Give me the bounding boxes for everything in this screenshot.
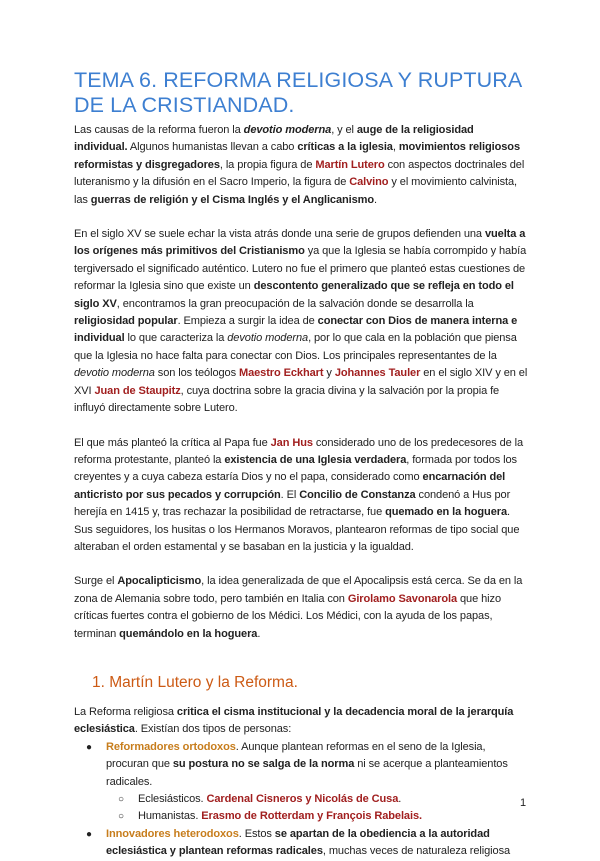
bold-term: existencia de una Iglesia verdadera [224,453,407,466]
text: . El [280,488,300,501]
bold-italic-term: devotio moderna [243,124,332,136]
bold-term: su postura no se salga de la norma [172,758,355,771]
text: . [257,627,261,640]
bullet-list [74,739,530,861]
text: , por lo que cala en la población que piensa que la Iglesia no hace falta para conectar con Dios. Los principales representantes de la [74,332,517,362]
text: . Existían dos tipos de personas: [134,723,292,736]
italic-term: devotio moderna [227,332,309,345]
document-page [74,68,530,861]
list-item-orthodox [74,739,530,826]
bold-term: Concilio de Constanza [299,488,416,501]
text: , la idea generalizada de que el Apocalipsis está cerca. Se da en la zona de Alemania sobre todo, pero también en Italia con [74,575,523,605]
text: . Estos [238,827,275,840]
highlight-name: Erasmo de Rotterdam y François Rabelais. [201,810,422,823]
bold-term: movimientos religiosos reformistas y disgregadores [74,141,521,171]
paragraph-jan-hus [74,435,530,522]
italic-term: devotio moderna [74,367,155,380]
bold-term: religiosidad popular [74,315,178,328]
highlight-name: Johannes Tauler [334,367,421,380]
paragraph-followers: Sus seguidores, los husitas o los Hermanos Moravos, plantearon reformas de tipo social que alteraban el orden estamental y se basaban en la justicia y la igualdad. [74,523,520,553]
highlight-name: Martín Lutero [315,158,385,171]
text: El que más planteó la crítica al Papa fue [74,436,271,449]
bold-term: vuelta a los orígenes más primitivos del Cristianismo [74,228,526,258]
text: condenó a Hus por herejía en 1415 y, tras rechazar la posibilidad de retractarse, fue [74,488,511,519]
highlight-name: Girolamo Savonarola [347,592,458,605]
text: con aspectos doctrinales del luteranismo y la difusión en el Sacro Imperio, la figura de [74,158,525,189]
text: y [323,367,335,380]
text: ya que la Iglesia se había corrompido y había tergiversado el significado auténtico. Lutero no fue el primero que planteó estas cuestiones de reformar la Iglesia sino que existe un [74,245,527,293]
bold-term: encarnación del anticristo por sus pecados y corrupción [74,471,506,501]
text: En el siglo XV se suele echar la vista atrás donde una serie de grupos defienden una [74,228,485,241]
text: en el siglo XIV y en el XVI [74,367,528,397]
text: que hizo críticas fuertes contra el gobierno de los Médici. Los Médici, con la ayuda de los papas, terminan [74,592,501,640]
bold-term: se apartan de la obediencia a la autoridad eclesiástica y plantean reformas radicales [106,827,490,858]
text: y el movimiento calvinista, las [74,176,518,206]
sub-item-humanists [106,808,530,825]
highlight-name: Juan de Staupitz [94,384,181,397]
paragraph-causes [74,122,530,209]
sub-list [106,791,530,826]
highlight-name: Calvino [349,176,389,189]
paragraph-reform-intro [74,704,530,739]
paragraph-xv-century [74,226,530,417]
text: . Empieza a surgir la idea de [177,315,318,328]
text: , cuya doctrina sobre la gracia divina y la salvación por la propia fe influyó directamente sobre Lutero. [74,384,500,415]
sub-item-ecclesiastics [106,791,530,808]
text: Eclesiásticos. [138,793,207,805]
highlight-term: Reformadores ortodoxos [106,740,236,753]
page-number: 1 [520,797,527,809]
text: ni se acerque a planteamientos radicales. [106,758,508,788]
text: . [507,506,510,519]
bold-term: Apocalipticismo [117,575,202,588]
bold-term: quemado en la hoguera [385,506,507,519]
bold-term: conectar con Dios de manera interna e individual [74,315,518,345]
text: Las causas de la reforma fueron la [74,124,244,136]
text: considerado uno de los predecesores de la reforma protestante, planteó la [74,436,524,466]
text: lo que caracteriza la [124,332,228,345]
highlight-name: Jan Hus [270,436,313,449]
bold-term: descontento generalizado que se refleja en todo el siglo XV [74,280,514,310]
bold-term: auge de la religiosidad individual. [74,124,474,154]
text: , la propia figura de [219,158,316,171]
text: Humanistas. [138,810,202,823]
text: La Reforma religiosa [74,705,177,718]
section-heading: 1. Martín Lutero y la Reforma. [92,673,298,691]
text: , y el [331,124,357,136]
bold-term: quemándolo en la hoguera [119,627,258,640]
text: Surge el [74,575,118,588]
text: , muchas veces de naturaleza religiosa [322,845,511,858]
list-item-heterodox [74,826,530,861]
text: son los teólogos [154,367,239,380]
text: Algunos humanistas llevan a cabo [127,141,298,154]
highlight-name: Maestro Eckhart [238,367,324,380]
text: . Aunque plantean reformas en el seno de la Iglesia, procuran que [106,740,486,771]
bold-term: críticas a la iglesia [297,141,393,154]
text: . [374,193,378,206]
highlight-name: Cardenal Cisneros y Nicolás de Cusa [206,793,399,805]
text: . [398,793,402,805]
text: , formada por todos los creyentes y a cuya cabeza estaría Dios y no el papa, considerado como [74,453,517,484]
paragraph-apocalypticism [74,573,530,643]
page-title: TEMA 6. REFORMA RELIGIOSA Y RUPTURA DE LA CRISTIANDAD. [74,68,522,117]
text: , [392,141,399,154]
bold-term: guerras de religión y el Cisma Inglés y el Anglicanismo [90,193,375,206]
bold-term: critica el cisma institucional y la decadencia moral de la jerarquía eclesiástica [74,705,514,736]
text: , encontramos la gran preocupación de la salvación donde se desarrolla la [116,297,474,310]
highlight-term: Innovadores heterodoxos [106,827,239,840]
